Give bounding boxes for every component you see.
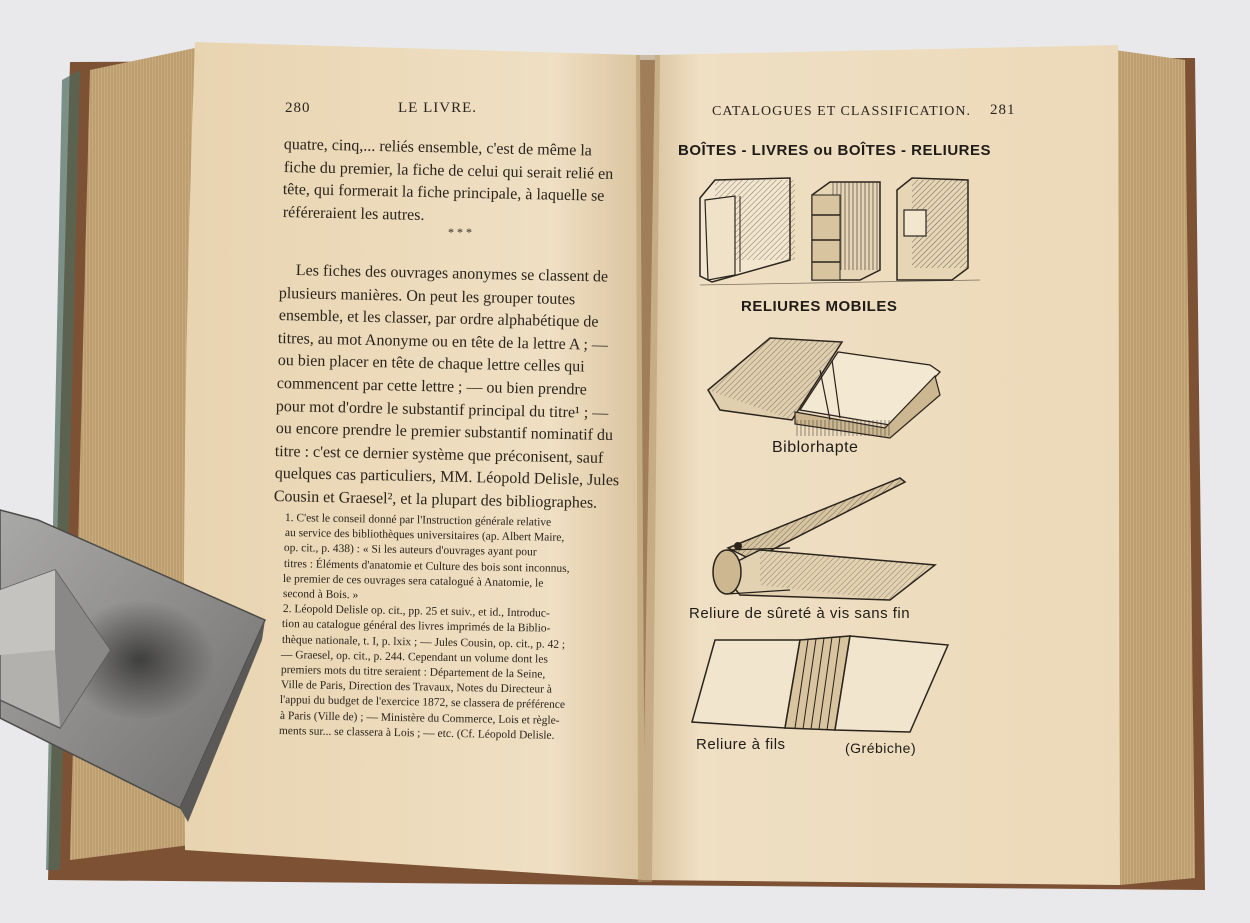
para2-line: titre : c'est ce dernier système que préconisent, sauf [274,442,604,467]
footnotes-line: l'appui du budget de l'exercice 1872, se classera de préférence [279,694,566,712]
para2-line: Les fiches des ouvrages anonymes se classent de [295,262,609,286]
left-running-head: LE LIVRE. [398,100,477,116]
footnotes-line: op. cit., p. 438) : « Si les auteurs d'ouvrages ayant pour [283,542,537,559]
footnotes-line: thèque nationale, t. I, p. lxix ; — Jules Cousin, op. cit., p. 42 ; [281,633,566,651]
footnotes-line: le premier de ces ouvrages sera catalogué à Anatomie, le [283,572,544,590]
para1-line: fiche du premier, la fiche de celui qui serait relié en [283,158,613,183]
footnotes-line: Ville de Paris, Direction des Travaux, Notes du Directeur à [280,679,552,696]
footnotes-line: tion au catalogue général des livres imprimés de la Biblio- [281,618,551,636]
para2-line: ou bien placer en tête de chaque lettre celles qui [277,352,585,376]
footnotes-line: ments sur... se classera à Lois ; — etc. (Cf. Léopold Delisle. [279,724,555,742]
footnotes-line: 1. C'est le conseil donné par l'Instruction générale relative [284,512,552,529]
caption-reliure-surete: Reliure de sûreté à vis sans fin [689,605,911,622]
para2-line: ou encore prendre le premier substantif nominatif du [275,420,613,445]
footnotes-line: à Paris (Ville de) ; — Ministère du Commerce, Lois et règle- [279,709,560,727]
heading-boites-livres: BOÎTES - LIVRES ou BOÎTES - RELIURES [678,142,992,159]
para1-line: tête, qui formerait la fiche principale, à laquelle se [282,181,605,205]
para2-line: plusieurs manières. On peut les grouper toutes [279,284,576,308]
right-page-edges [1115,50,1195,885]
left-page-number: 280 [285,100,311,116]
right-page-number: 281 [990,102,1016,118]
para2-line: pour mot d'ordre le substantif principal du titre¹ ; — [276,397,609,422]
caption-grebiche: (Grébiche) [845,740,917,756]
para1-line: quatre, cinq,... reliés ensemble, c'est de même la [283,136,593,160]
illustration-box-books [700,178,980,285]
footnotes-line: premiers mots du titre seraient : Département de la Seine, [280,664,546,681]
para2-line: ensemble, et les classer, par ordre alphabétique de [278,307,599,331]
para2-line: Cousin et Graesel², et la plupart des bibliographes. [273,488,598,512]
para2-line: titres, au mot Anonyme ou en tête de la lettre A ; — [277,329,609,354]
footnotes-line: 2. Léopold Delisle op. cit., pp. 25 et suiv., et id., Introduc- [282,603,550,620]
para1-line: référeraient les autres. [282,203,425,224]
right-page [642,45,1120,885]
section-separator: * * * [448,225,472,239]
caption-reliure-fils: Reliure à fils [696,736,786,753]
para2-line: quelques cas particuliers, MM. Léopold Delisle, Jules [274,465,619,490]
illustration-reliure-fils [692,636,948,732]
right-running-head: CATALOGUES ET CLASSIFICATION. [712,104,972,119]
para2-line: commencent par cette lettre ; — ou bien prendre [276,375,588,399]
caption-reliures-mobiles: RELIURES MOBILES [741,298,898,315]
caption-biblorhapte: Biblorhapte [772,439,859,456]
footnotes-line: au service des bibliothèques universitaires (ap. Albert Maire, [284,527,564,545]
footnotes-line: second à Bois. » [282,588,359,602]
footnotes-line: — Graesel, op. cit., p. 244. Cependant un volume dont les [281,648,549,666]
footnotes-line: titres : Éléments d'anatomie et Culture des bois sont inconnus, [283,557,570,575]
